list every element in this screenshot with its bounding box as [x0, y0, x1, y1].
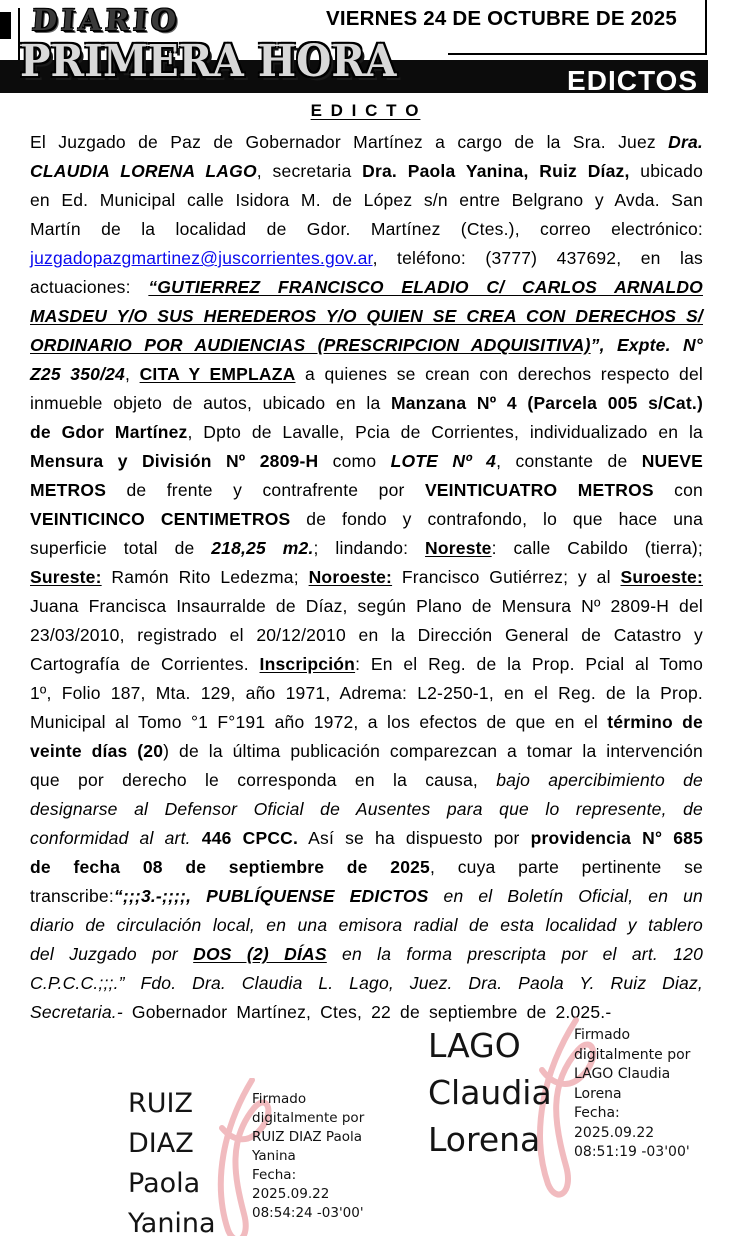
text-segment: Noreste	[425, 538, 492, 558]
text-segment: providencia N° 685 de fecha 08 de septiembre de 2025	[30, 828, 703, 877]
text-line: 2025.09.22	[574, 1124, 655, 1141]
text-segment: Ramón Rito Ledezma;	[101, 567, 309, 587]
text-segment: Dra. CLAUDIA LORENA LAGO	[30, 132, 703, 181]
masthead	[0, 0, 731, 93]
text-segment: El Juzgado de Paz de Gobernador Martínez a cargo de la Sra. Juez	[30, 132, 669, 152]
text-segment: “;;;3.-;;;;,	[113, 886, 207, 906]
text-line: RUIZ	[128, 1088, 193, 1119]
text-segment: ) de la última publicación comparezcan a tomar la intervención que por derecho le corresponda en la causa,	[30, 741, 703, 790]
text-line: Paola	[128, 1168, 201, 1199]
text-segment: PUBLÍQUENSE EDICTOS	[206, 886, 429, 906]
text-segment: de frente y contrafrente por	[106, 480, 425, 500]
text-segment: Inscripción	[259, 654, 356, 674]
text-segment: NUEVE METROS	[30, 451, 704, 500]
text-line: Firmado	[574, 1027, 631, 1043]
text-line: Lorena	[574, 1085, 622, 1102]
email-link[interactable]: juzgadopazgmartinez@juscorrientes.gov.ar	[30, 248, 373, 268]
signature-details-ruiz-diaz	[252, 1090, 364, 1223]
text-line: Yanina	[128, 1208, 216, 1236]
masthead-horizontal-rule	[448, 53, 707, 55]
text-segment: ,	[125, 364, 140, 384]
text-segment: LOTE Nº 4	[390, 451, 497, 471]
text-segment: ”, Expte. N° Z25 350/24	[30, 335, 703, 384]
text-line: Claudia	[428, 1073, 552, 1112]
text-line: 08:54:24 -03'00'	[252, 1205, 364, 1221]
text-segment: a quienes se crean con derechos respecto del inmueble objeto de autos, ubicado en la	[30, 364, 703, 413]
masthead-right-border	[705, 0, 707, 55]
signature-details-lago	[574, 1026, 690, 1163]
text-segment: VEINTICINCO CENTIMETROS	[30, 509, 291, 529]
text-segment: Mensura y División Nº 2809-H	[30, 451, 319, 471]
signatures-section	[0, 1000, 731, 1236]
text-segment: : En el Reg. de la Prop. Pcial al Tomo 1º, Folio 187, Mta. 129, año 1971, Adrema: L2-250-1, en el Reg. de la Prop. Municipal al Tomo °1 F°191 año 1972, a los efectos de que en el	[30, 654, 703, 732]
text-segment: “GUTIERREZ FRANCISCO ELADIO C/ CARLOS ARNALDO MASDEU Y/O SUS HEREDEROS Y/O QUIEN SE CREA CON DERECHOS S/ ORDINARIO POR AUDIENCIAS (PRESCRIPCION ADQUISITIVA)	[30, 277, 703, 355]
text-segment: 218,25 m2.	[211, 538, 314, 558]
text-line: Fecha:	[574, 1105, 620, 1121]
text-line: digitalmente por	[574, 1046, 691, 1063]
text-segment: , cuya parte pertinente se transcribe:	[30, 857, 703, 906]
text-segment: Gobernador Martínez, Ctes, 22 de septiembre de 2.025.-	[131, 1002, 612, 1022]
text-line: 2025.09.22	[252, 1186, 330, 1202]
text-line: LAGO Claudia	[574, 1066, 671, 1082]
text-segment: Dra. Paola Yanina, Ruiz Díaz,	[362, 161, 630, 181]
text-segment: Francisco Gutiérrez; y al	[392, 567, 621, 587]
text-segment: Suroeste:	[620, 567, 703, 587]
text-segment: Sureste:	[30, 567, 102, 587]
text-segment: en la forma prescripta por el art. 120 C.P.C.C.;;;.” Fdo. Dra. Claudia L. Lago, Juez. Dra. Paola Y. Ruiz Diaz, Secretaria.-	[30, 944, 703, 1022]
text-segment: 446 CPCC.	[201, 828, 299, 848]
text-segment: término de veinte días (20	[30, 712, 703, 761]
masthead-left-mark	[0, 12, 11, 39]
edict-body-text	[30, 128, 703, 1027]
text-line: Yanina	[252, 1148, 296, 1164]
text-segment: : calle Cabildo (tierra);	[491, 538, 703, 558]
text-segment: , constante de	[496, 451, 642, 471]
signature-name-lago	[428, 1022, 552, 1163]
text-segment: Noroeste:	[308, 567, 393, 587]
text-segment: , teléfono: (3777) 437692, en las actuaciones:	[30, 248, 703, 297]
text-segment: Juana Francisca Insaurralde de Díaz, según Plano de Mensura Nº 2809-H del 23/03/2010, registrado el 20/12/2010 en la Dirección General de Catastro y Cartografía de Corrientes.	[30, 596, 703, 674]
text-segment: ; lindando:	[313, 538, 426, 558]
text-line: Firmado	[252, 1091, 307, 1107]
text-segment: de fondo y contrafondo, lo que hace una superficie total de	[30, 509, 704, 558]
text-segment: bajo apercibimiento de designarse al Defensor Oficial de Ausentes para que lo represente, de conformidad al art.	[30, 770, 703, 848]
text-line: Lorena	[428, 1120, 541, 1159]
text-line: RUIZ DIAZ Paola	[252, 1129, 363, 1145]
text-segment: en el Boletín Oficial, en un diario de circulación local, en una emisora radial de esta localidad y tablero del Juzgado por	[30, 886, 703, 964]
text-segment: , secretaria	[256, 161, 363, 181]
text-segment: CITA Y EMPLAZA	[139, 364, 296, 384]
text-segment: ubicado en Ed. Municipal calle Isidora M. de López s/n entre Belgrano y Avda. San Martín de la localidad de Gdor. Martínez (Ctes.), correo electrónico:	[30, 161, 703, 239]
text-segment: Manzana Nº 4 (Parcela 005 s/Cat.) de Gdor Martínez	[30, 393, 703, 442]
text-segment: con	[653, 480, 703, 500]
text-segment: Así se ha dispuesto por	[298, 828, 531, 848]
text-line: DIAZ	[128, 1128, 194, 1159]
text-segment: como	[318, 451, 391, 471]
text-segment: , Dpto de Lavalle, Pcia de Corrientes, individualizado en la	[187, 422, 703, 442]
newspaper-logo-diario: DIARIO	[30, 3, 182, 37]
text-line: Fecha:	[252, 1167, 297, 1183]
text-segment: VEINTICUATRO METROS	[424, 480, 654, 500]
signature-name-ruiz-diaz	[128, 1084, 216, 1236]
text-line: 08:51:19 -03'00'	[574, 1144, 690, 1160]
document-title: E D I C T O	[310, 101, 421, 120]
text-line: LAGO	[428, 1026, 521, 1065]
text-line: digitalmente por	[252, 1110, 365, 1126]
edition-date: VIERNES 24 DE OCTUBRE DE 2025	[326, 7, 677, 30]
text-segment: DOS (2) DÍAS	[193, 944, 327, 964]
newspaper-logo-primera-hora: PRIMERA HORA	[20, 36, 397, 87]
section-label-edictos: EDICTOS	[567, 65, 698, 93]
